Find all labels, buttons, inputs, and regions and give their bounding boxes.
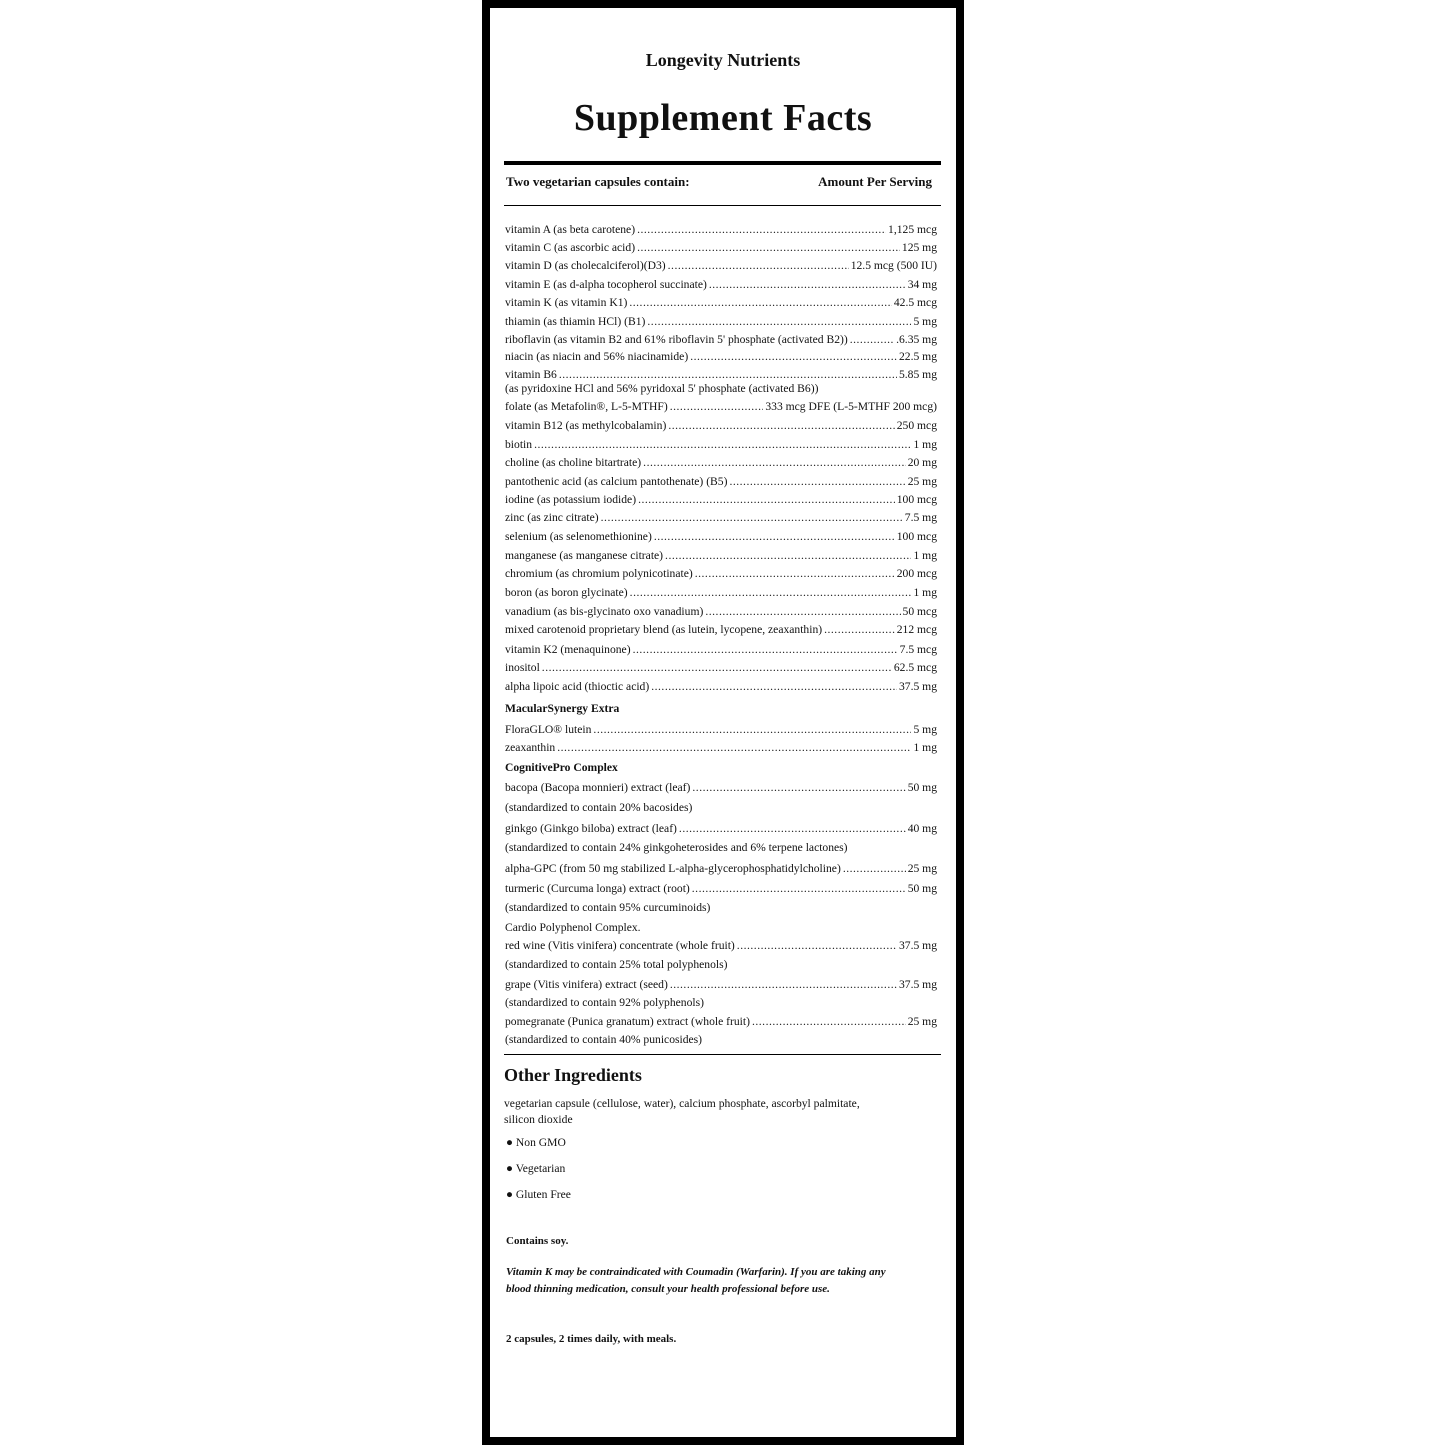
macular-section-title: MacularSynergy Extra [505, 702, 620, 715]
ingredient-note: (standardized to contain 40% punicosides) [505, 1033, 703, 1046]
ingredient-row: alpha lipoic acid (thioctic acid) ..... 37.5 mg [505, 680, 937, 694]
label-title: Supplement Facts [573, 97, 873, 139]
ingredient-row: alpha-GPC (from 50 mg stabilized L-alpha-glycerophosphatidylcholine) ..... 25 mg [505, 862, 937, 876]
ingredient-row: chromium (as chromium polynicotinate) ..... 200 mcg [505, 567, 937, 581]
ingredient-note: (standardized to contain 20% bacosides) [505, 801, 693, 814]
ingredient-row: vanadium (as bis-glycinato oxo vanadium) ..... 50 mcg [505, 605, 937, 619]
amount-header: Amount Per Serving [818, 174, 932, 189]
ingredient-row: niacin (as niacin and 56% niacinamide) ..... 22.5 mg [505, 350, 937, 364]
ingredient-row: grape (Vitis vinifera) extract (seed) ..... 37.5 mg [505, 978, 937, 992]
dosage-note: 2 capsules, 2 times daily, with meals. [506, 1333, 677, 1345]
cardio-section-title: Cardio Polyphenol Complex. [505, 921, 641, 934]
ingredient-row: iodine (as potassium iodide) ..... 100 mcg [505, 493, 937, 507]
supplement-label [490, 8, 956, 1437]
other-ingredients-title: Other Ingredients [504, 1065, 642, 1085]
ingredient-row: vitamin E (as d-alpha tocopherol succinate) ..... 34 mg [505, 278, 937, 292]
badge-vegetarian: ● Vegetarian [506, 1162, 566, 1175]
warning-note: Vitamin K may be contraindicated with Coumadin (Warfarin). If you are taking any blood thinning medication, consult your health professional before use. [506, 1266, 886, 1295]
ingredient-row: manganese (as manganese citrate) ..... 1 mg [505, 549, 937, 563]
ingredient-row: vitamin B12 (as methylcobalamin) ..... 250 mcg [505, 419, 937, 433]
ingredient-row: thiamin (as thiamin HCl) (B1) ..... 5 mg [505, 315, 937, 329]
ingredient-note: (standardized to contain 92% polyphenols) [505, 996, 704, 1009]
ingredient-row: riboflavin (as vitamin B2 and 61% riboflavin 5' phosphate (activated B2)) ..... .6.35 mg [505, 333, 937, 347]
ingredient-note: (standardized to contain 24% ginkgoheterosides and 6% terpene lactones) [505, 841, 848, 854]
ingredient-row: zeaxanthin ..... 1 mg [505, 741, 937, 755]
ingredient-note: (standardized to contain 95% curcuminoids) [505, 901, 711, 914]
ingredient-row: folate (as Metafolin®, L-5-MTHF) ..... 333 mcg DFE (L-5-MTHF 200 mcg) [505, 400, 937, 414]
ingredient-row: selenium (as selenomethionine) ..... 100 mcg [505, 530, 937, 544]
ingredient-note: (standardized to contain 25% total polyphenols) [505, 958, 728, 971]
ingredient-row: biotin ..... 1 mg [505, 438, 937, 452]
facts-header [506, 174, 932, 190]
ingredient-row: pomegranate (Punica granatum) extract (whole fruit) ..... 25 mg [505, 1015, 937, 1029]
ingredient-row: inositol ..... 62.5 mcg [505, 661, 937, 675]
ingredient-row: turmeric (Curcuma longa) extract (root) ..... 50 mg [505, 882, 937, 896]
other-ingredients-text: vegetarian capsule (cellulose, water), calcium phosphate, ascorbyl palmitate, silicon dioxide [504, 1097, 860, 1126]
ingredient-row: vitamin C (as ascorbic acid) ..... 125 mg [505, 241, 937, 255]
serving-size: Two vegetarian capsules contain: [506, 174, 690, 189]
ingredient-row: ginkgo (Ginkgo biloba) extract (leaf) ..... 40 mg [505, 822, 937, 836]
cognitive-section-title: CognitivePro Complex [505, 761, 618, 774]
header-divider [504, 205, 941, 206]
ingredient-row: mixed carotenoid proprietary blend (as lutein, lycopene, zeaxanthin) ..... 212 mcg [505, 623, 937, 637]
ingredient-row: vitamin K2 (menaquinone) ..... 7.5 mcg [505, 643, 937, 657]
ingredient-row: boron (as boron glycinate) ..... 1 mg [505, 586, 937, 600]
ingredient-row: vitamin D (as cholecalciferol)(D3) ..... 12.5 mcg (500 IU) [505, 259, 937, 273]
ingredient-row: vitamin B6 ..... 5.85 mg [505, 368, 937, 382]
ingredient-note: (as pyridoxine HCl and 56% pyridoxal 5' phosphate (activated B6)) [505, 382, 819, 395]
allergen-note: Contains soy. [506, 1235, 569, 1247]
title-divider [504, 161, 941, 165]
ingredient-row: vitamin A (as beta carotene) ..... 1,125 mcg [505, 223, 937, 237]
ingredient-row: bacopa (Bacopa monnieri) extract (leaf) ..... 50 mg [505, 781, 937, 795]
other-divider [504, 1054, 941, 1055]
ingredient-row: red wine (Vitis vinifera) concentrate (whole fruit) ..... 37.5 mg [505, 939, 937, 953]
ingredient-row: choline (as choline bitartrate) ..... 20 mg [505, 456, 937, 470]
badge-non-gmo: ● Non GMO [506, 1136, 566, 1149]
ingredient-row: pantothenic acid (as calcium pantothenate) (B5) ..... 25 mg [505, 475, 937, 489]
ingredient-row: vitamin K (as vitamin K1) ..... 42.5 mcg [505, 296, 937, 310]
ingredient-row: FloraGLO® lutein ..... 5 mg [505, 723, 937, 737]
ingredient-row: zinc (as zinc citrate) ..... 7.5 mg [505, 511, 937, 525]
brand-name: Longevity Nutrients [645, 50, 801, 70]
badge-gluten-free: ● Gluten Free [506, 1188, 571, 1201]
